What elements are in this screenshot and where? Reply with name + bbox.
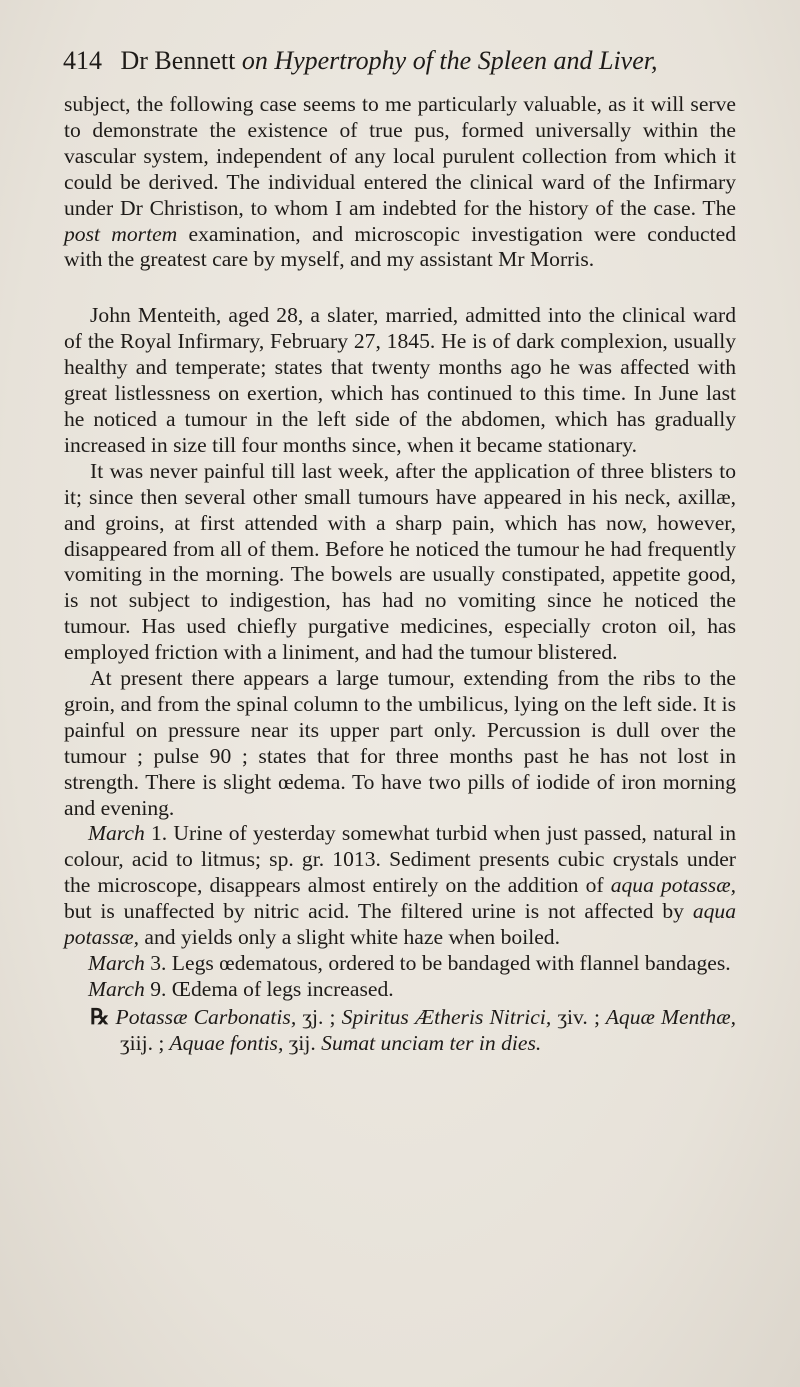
date-march-9: March xyxy=(88,976,145,1001)
entry-1-text-a: Urine of yesterday somewhat turbid when just passed, natural in colour, acid to litmus; sp. gr. 1013. Sediment presents cubic crystals under the microscope, disappears almost entirely on the addition of xyxy=(64,821,736,898)
rx-ingredient-4: Aquae fontis, xyxy=(169,1030,284,1055)
recipe-symbol: ℞ xyxy=(90,1004,110,1029)
day-1: 1. xyxy=(151,821,168,846)
entry-march-1 xyxy=(64,821,736,951)
prescription xyxy=(64,1005,736,1057)
paragraph-patient: John Menteith, aged 28, a slater, married, admitted into the clinical ward of the Royal Infirmary, February 27, 1845. He is of dark complexion, usually healthy and temperate; states that twenty months ago he was affected with great listlessness on exertion, which has continued to this time. In June last he noticed a tumour in the left side of the abdomen, which has gradually increased in size till four months since, when it became stationary. xyxy=(64,303,736,457)
rx-dose-2: ʒiv. ; xyxy=(557,1004,600,1029)
entry-3-text: Legs œdematous, ordered to be bandaged with flannel bandages. xyxy=(171,951,731,975)
aqua-potassae-1: aqua potassæ, xyxy=(610,873,736,898)
rx-ingredient-2: Spiritus Ætheris Nitrici, xyxy=(341,1004,552,1029)
paragraph-present: At present there appears a large tumour, extending from the ribs to the groin, and from the spinal column to the umbilicus, lying on the left side. It is painful on pressure near its upper part only. Percussion is dull over the tumour ; pulse 90 ; states that for three months past he has not lost in strength. There is slight œdema. To have two pills of iodide of iron morning and evening. xyxy=(64,666,736,820)
rx-dose-4: ʒij. xyxy=(288,1030,316,1055)
date-march-1: March xyxy=(88,821,145,846)
rx-ingredient-3: Aquæ Menthæ, xyxy=(605,1004,736,1029)
entry-march-9 xyxy=(64,977,736,1003)
page-number: 414 xyxy=(63,46,102,75)
day-9: 9. xyxy=(150,976,167,1001)
rx-directions: Sumat unciam ter in dies. xyxy=(321,1030,542,1055)
entry-1-text-b: but is unaffected by nitric acid. The filtered urine is not affected by xyxy=(64,899,684,924)
running-header xyxy=(63,44,703,78)
paragraph-intro-text: subject, the following case seems to me particularly valuable, as it will serve to demonstrate the existence of true pus, formed universally within the vascular system, independent of any local purulent collection from which it could be derived. The individual entered the clinical ward of the Infirmary under Dr Christison, to whom I am indebted for the history of the case. The xyxy=(64,92,736,220)
paragraph-history: It was never painful till last week, after the application of three blisters to it; since then several other small tumours have appeared in his neck, axillæ, and groins, at first attended with a sharp pain, which has now, however, disappeared from all of them. Before he noticed the tumour he had frequently vomiting in the morning. The bowels are usually constipated, appetite good, is not subject to indigestion, has had no vomiting since he noticed the tumour. Has used chiefly purgative medicines, especially croton oil, has employed friction with a liniment, and had the tumour blistered. xyxy=(64,458,736,665)
paragraph-intro-end: examination, and microscopic investigation were conducted with the greatest care by myself, and my assistant Mr Morris. xyxy=(64,221,736,272)
day-3: 3. xyxy=(150,951,167,975)
section-gap xyxy=(64,273,736,303)
rx-dose-1: ʒj. ; xyxy=(302,1004,336,1029)
post-mortem-italic: post mortem xyxy=(64,221,178,246)
entry-march-3 xyxy=(64,951,736,977)
body-text xyxy=(64,92,736,1057)
header-author: Dr Bennett xyxy=(120,46,236,75)
entry-9-text: Œdema of legs increased. xyxy=(171,976,394,1001)
header-title: Hypertrophy of the Spleen and Liver, xyxy=(274,46,658,75)
date-march-3: March xyxy=(88,951,145,975)
paragraph-intro xyxy=(64,92,736,273)
header-on: on xyxy=(241,46,268,75)
entry-1-text-c: and yields only a slight white haze when boiled. xyxy=(144,925,560,950)
rx-ingredient-1: Potassæ Carbonatis, xyxy=(115,1004,297,1029)
aqua-potassae-2: aqua potassæ, xyxy=(64,899,736,950)
rx-dose-3: ʒiij. ; xyxy=(120,1030,165,1055)
